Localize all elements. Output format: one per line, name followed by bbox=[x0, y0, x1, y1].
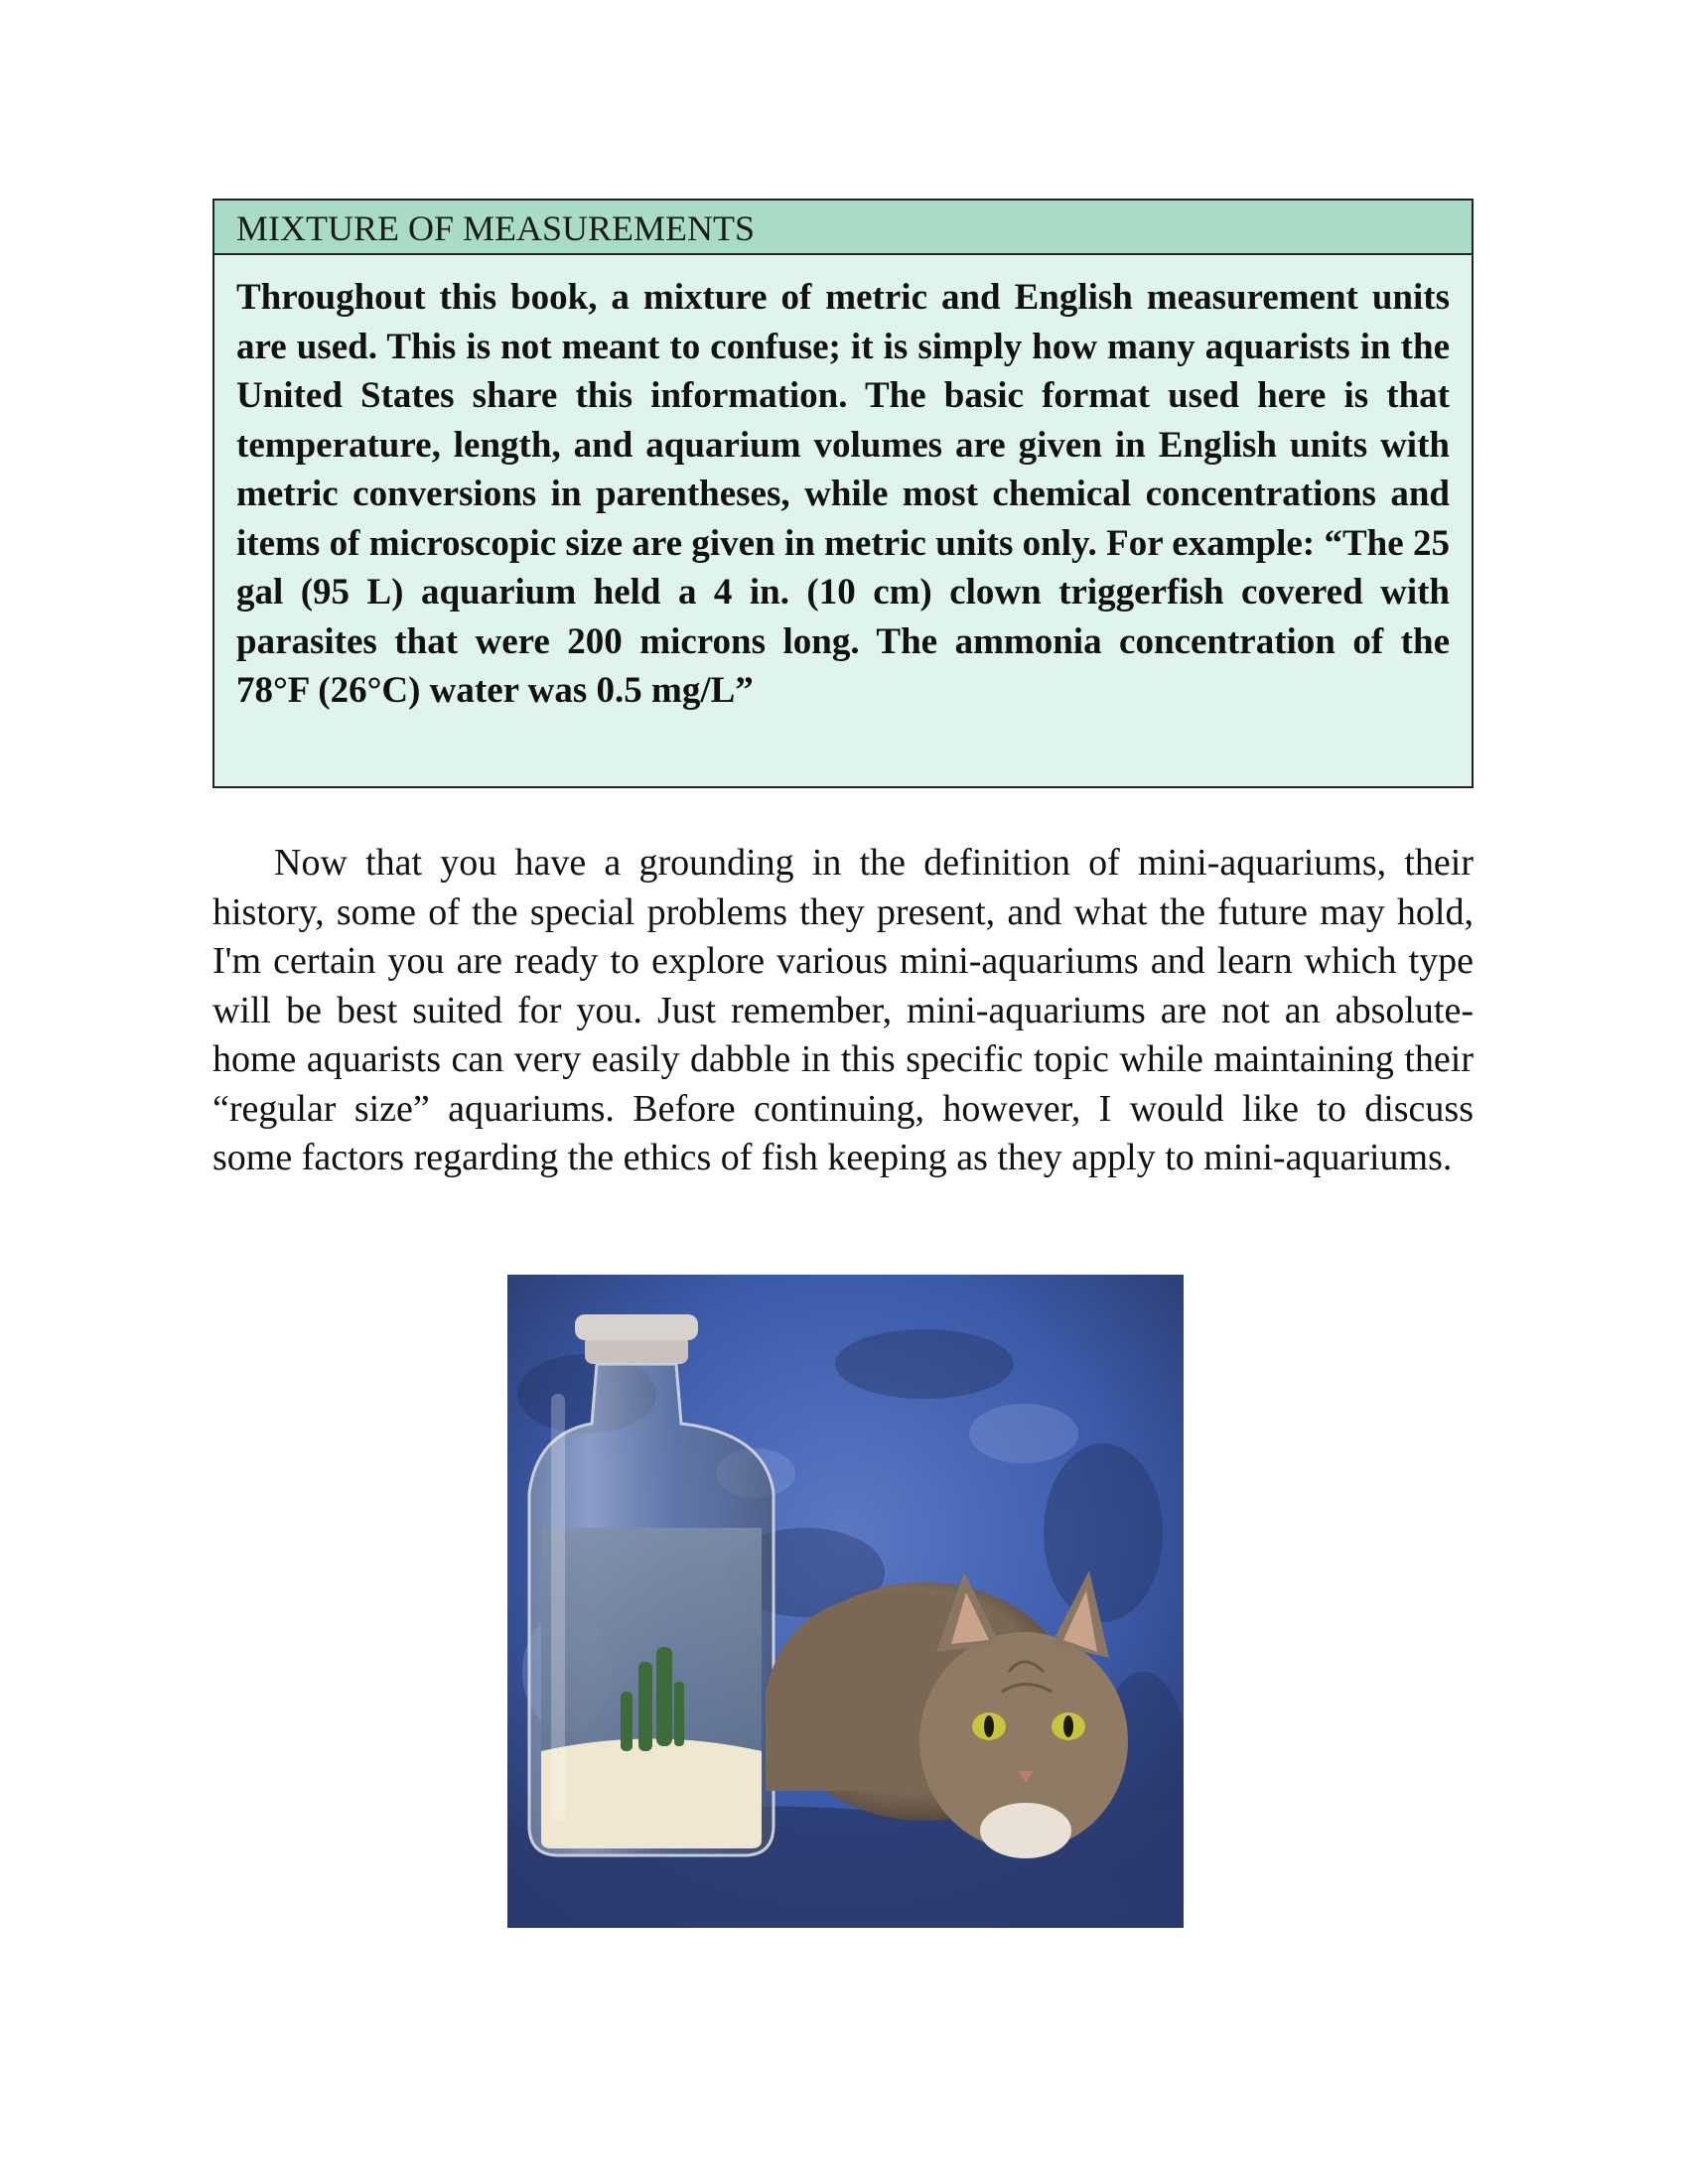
measurement-sidebar bbox=[212, 199, 1474, 788]
body-paragraph: Now that you have a grounding in the definition of mini-aquariums, their history, some of the special problems they present, and what the future may hold, I'm certain you are ready to explore various mini-aquariums and learn which type will be best suited for you. Just remember, mini-aquariums are not an absolute-home aquarists can very easily dabble in this specific topic while maintaining their “regular size” aquariums. Before continuing, however, I would like to discuss some factors regarding the ethics of fish keeping as they apply to mini-aquariums. bbox=[212, 842, 1474, 1178]
sidebar-text: Throughout this book, a mixture of metric and English measurement units are used. This is not meant to confuse; it is simply how many aquarists in the United States share this information. The basic format used here is that temperature, length, and aquarium volumes are given in English units with metric conversions in parentheses, while most chemical concentrations and items of microscopic size are given in metric units only. For example: “The 25 gal (95 L) aquarium held a 4 in. (10 cm) clown triggerfish covered with parasites that were 200 microns long. The ammonia concentration of the 78°F (26°C) water was 0.5 mg/L” bbox=[236, 277, 1450, 711]
sidebar-heading: MIXTURE OF MEASUREMENTS bbox=[214, 201, 1472, 255]
cat-and-jar-photo bbox=[507, 1275, 1184, 1928]
